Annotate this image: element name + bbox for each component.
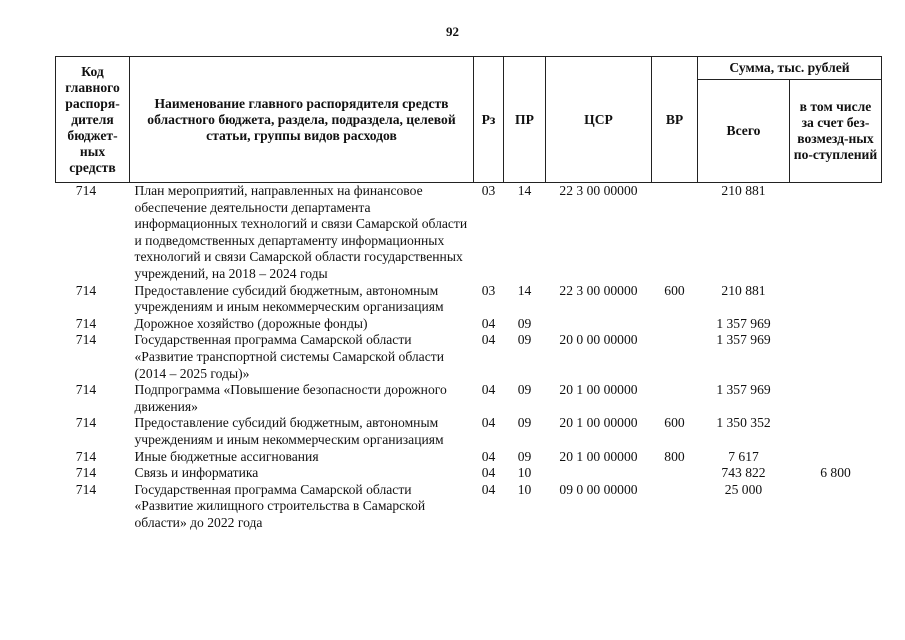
- page-number: 92: [446, 24, 459, 39]
- table-row: [56, 183, 882, 283]
- cell-total: 25 000: [724, 481, 763, 497]
- table-row: [56, 283, 882, 316]
- cell-free: [790, 415, 882, 448]
- table-row: [56, 449, 882, 466]
- cell-free: [790, 283, 882, 316]
- cell-free: [790, 449, 882, 466]
- header-csr: ЦСР: [546, 57, 652, 183]
- cell-name: Государственная программа Самарской области «Развитие транспортной системы Самарской области (2014 – 2025 годы)»: [134, 332, 444, 381]
- cell-pr: 09: [517, 315, 532, 331]
- table-row: [56, 482, 882, 532]
- table-row: [56, 465, 882, 482]
- cell-csr: 22 3 00 00000: [559, 282, 638, 298]
- cell-pr: 14: [517, 282, 532, 298]
- cell-name: Государственная программа Самарской области «Развитие жилищного строительства в Самарской области» до 2022 года: [134, 481, 426, 530]
- table-row: [56, 382, 882, 415]
- cell-rz: 04: [481, 481, 496, 497]
- cell-pr: 09: [517, 332, 532, 348]
- cell-vr: [652, 482, 698, 532]
- budget-table: [55, 56, 882, 531]
- cell-vr: 600: [664, 282, 685, 298]
- cell-rz: 04: [481, 332, 496, 348]
- cell-rz: 03: [481, 282, 496, 298]
- cell-total: 1 350 352: [716, 415, 771, 431]
- cell-csr: 09 0 00 00000: [559, 481, 638, 497]
- cell-total: 1 357 969: [716, 315, 771, 331]
- table-row: [56, 332, 882, 382]
- cell-csr: 22 3 00 00000: [559, 183, 638, 198]
- header-rz: Рз: [474, 57, 504, 183]
- cell-free: [790, 332, 882, 382]
- cell-csr: 20 1 00 00000: [559, 382, 638, 398]
- cell-rz: 03: [481, 183, 496, 198]
- cell-free: [790, 316, 882, 333]
- header-free: в том числе за счет без-возмезд-ных по-ступлений: [790, 80, 882, 183]
- cell-rz: 04: [481, 465, 496, 481]
- cell-free: 6 800: [820, 465, 851, 481]
- cell-code: 714: [75, 332, 97, 348]
- cell-csr: [546, 465, 652, 482]
- cell-name: Дорожное хозяйство (дорожные фонды): [134, 315, 368, 331]
- cell-rz: 04: [481, 382, 496, 398]
- cell-free: [790, 183, 882, 283]
- cell-code: 714: [75, 183, 97, 198]
- table-header: [56, 57, 882, 183]
- cell-name: Иные бюджетные ассигнования: [134, 448, 319, 464]
- cell-total: 7 617: [728, 448, 759, 464]
- cell-pr: 09: [517, 415, 532, 431]
- cell-total: 743 822: [721, 465, 766, 481]
- cell-rz: 04: [481, 448, 496, 464]
- cell-name: Подпрограмма «Повышение безопасности дорожного движения»: [134, 382, 447, 414]
- header-total: Всего: [698, 80, 790, 183]
- header-sum: Сумма, тыс. рублей: [698, 57, 882, 80]
- header-name: Наименование главного распорядителя средств областного бюджета, раздела, подраздела, целевой статьи, группы видов расходов: [130, 57, 474, 183]
- cell-pr: 09: [517, 382, 532, 398]
- header-code: Код главного распоря-дителя бюджет-ных средств: [56, 57, 130, 183]
- cell-code: 714: [75, 448, 97, 464]
- cell-csr: 20 1 00 00000: [559, 415, 638, 431]
- cell-vr: [652, 465, 698, 482]
- cell-name: План мероприятий, направленных на финансовое обеспечение деятельности департамента информационных технологий и связи Самарской области и подведомственных департаменту информационных технологий и связи Самарской области государственных учреждений, на 2018 – 2024 годы: [134, 183, 468, 281]
- cell-name: Предоставление субсидий бюджетным, автономным учреждениям и иным некоммерческим организациям: [134, 282, 444, 315]
- cell-pr: 10: [517, 481, 532, 497]
- cell-vr: 800: [664, 448, 685, 464]
- cell-rz: 04: [481, 415, 496, 431]
- cell-pr: 10: [517, 465, 532, 481]
- cell-total: 1 357 969: [716, 332, 771, 348]
- cell-total: 210 881: [721, 183, 766, 198]
- cell-free: [790, 382, 882, 415]
- cell-name: Предоставление субсидий бюджетным, автономным учреждениям и иным некоммерческим организациям: [134, 415, 444, 447]
- cell-pr: 14: [517, 183, 532, 198]
- cell-csr: 20 0 00 00000: [559, 332, 638, 348]
- cell-csr: [546, 316, 652, 333]
- cell-csr: 20 1 00 00000: [559, 448, 638, 464]
- cell-pr: 09: [517, 448, 532, 464]
- cell-vr: [652, 316, 698, 333]
- cell-vr: 600: [664, 415, 685, 431]
- cell-vr: [652, 183, 698, 283]
- cell-code: 714: [75, 481, 97, 497]
- cell-vr: [652, 332, 698, 382]
- cell-name: Связь и информатика: [134, 465, 259, 481]
- header-vr: ВР: [652, 57, 698, 183]
- cell-vr: [652, 382, 698, 415]
- cell-code: 714: [75, 282, 97, 298]
- cell-code: 714: [75, 465, 97, 481]
- table-row: [56, 316, 882, 333]
- cell-code: 714: [75, 415, 97, 431]
- cell-code: 714: [75, 382, 97, 398]
- cell-rz: 04: [481, 315, 496, 331]
- header-pr: ПР: [504, 57, 546, 183]
- cell-total: 1 357 969: [716, 382, 771, 398]
- table-row: [56, 415, 882, 448]
- cell-code: 714: [75, 315, 97, 331]
- cell-free: [790, 482, 882, 532]
- cell-total: 210 881: [721, 282, 766, 298]
